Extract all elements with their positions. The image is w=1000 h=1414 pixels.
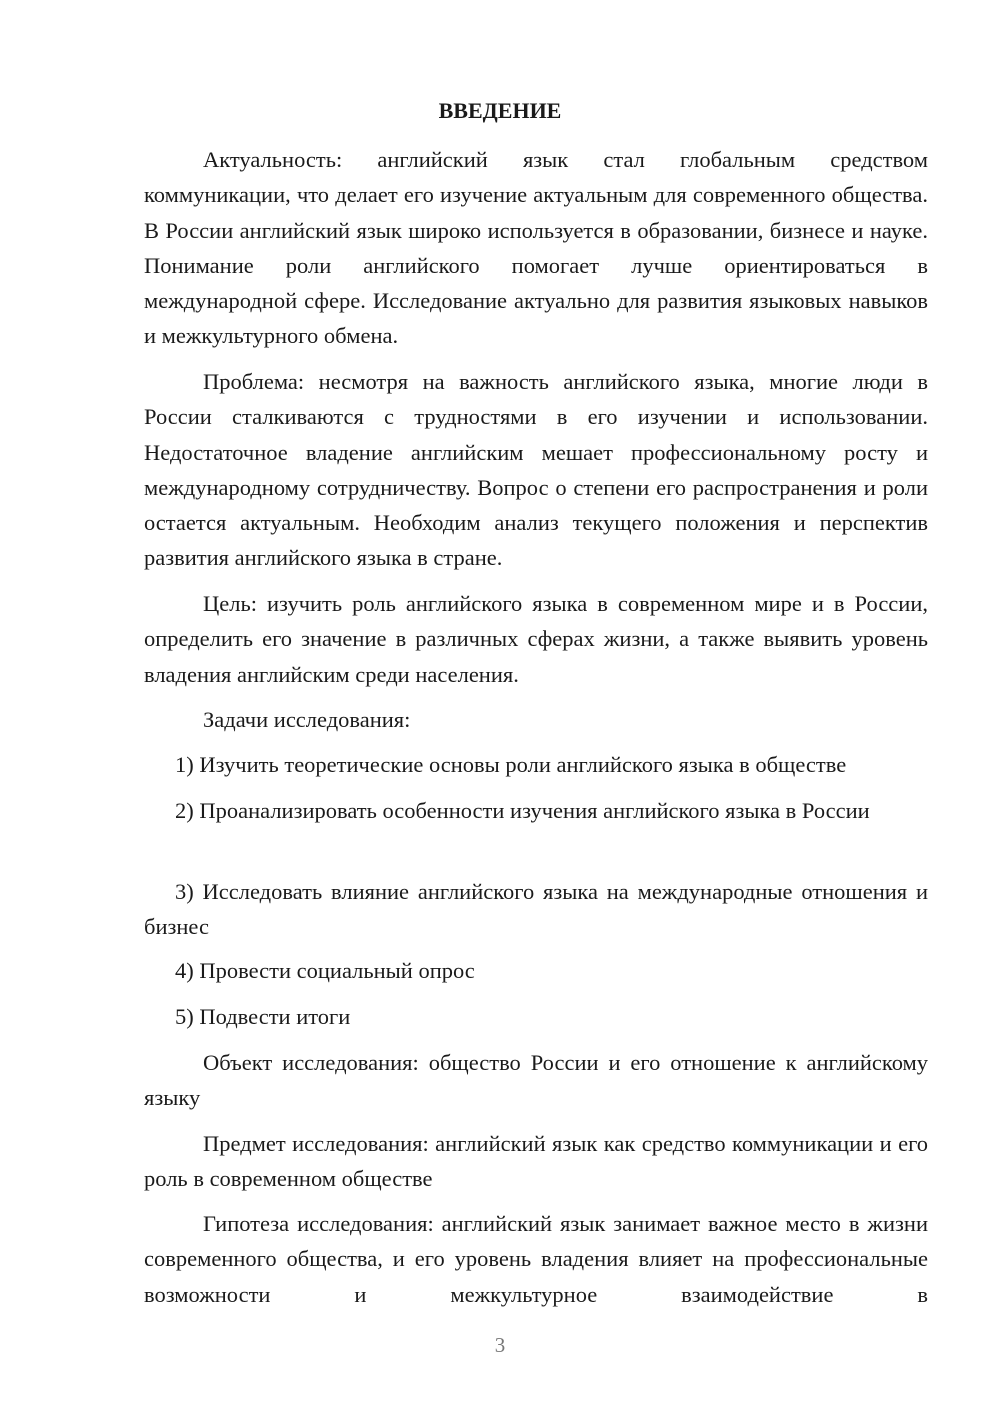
task-item-2-block — [144, 793, 928, 828]
section-object — [144, 1045, 928, 1116]
task-item-2: 2) Проанализировать особенности изучения английского языка в России — [175, 798, 870, 823]
section-hypothesis — [144, 1206, 928, 1312]
task-item-1: 1) Изучить теоретические основы роли английского языка в обществе — [175, 752, 847, 777]
paragraph-subject: Предмет исследования: английский язык как средство коммуникации и его роль в современном обществе — [144, 1131, 928, 1192]
paragraph-goal: Цель: изучить роль английского языка в современном мире и в России, определить его значение в различных сферах жизни, а также выявить уровень владения английским среди населения. — [144, 591, 928, 687]
section-relevance — [144, 142, 928, 354]
task-item-3-block — [144, 874, 928, 945]
task-item-5: 5) Подвести итоги — [175, 1004, 351, 1029]
paragraph-problem: Проблема: несмотря на важность английского языка, многие люди в России сталкиваются с трудностями в его изучении и использовании. Недостаточное владение английским мешает профессиональному росту и международному сотрудничеству. Вопрос о степени его распространения и роли остается актуальным. Необходим анализ текущего положения и перспектив развития английского языка в стране. — [144, 369, 928, 571]
task-item-4: 4) Провести социальный опрос — [175, 958, 475, 983]
page-number: 3 — [494, 1333, 506, 1357]
tasks-heading: Задачи исследования: — [203, 707, 411, 732]
section-subject — [144, 1126, 928, 1197]
paragraph-object: Объект исследования: общество России и его отношение к английскому языку — [144, 1050, 928, 1111]
section-problem — [144, 364, 928, 576]
paragraph-hypothesis: Гипотеза исследования: английский язык занимает важное место в жизни современного общества, и его уровень владения влияет на профессиональные возможности и межкультурное взаимодействие в — [144, 1211, 928, 1307]
section-goal — [144, 586, 928, 692]
page-title: ВВЕДЕНИЕ — [438, 98, 562, 123]
task-item-3: 3) Исследовать влияние английского языка на международные отношения и бизнес — [144, 879, 928, 940]
paragraph-relevance: Актуальность: английский язык стал глобальным средством коммуникации, что делает его изучение актуальным для современного общества. В России английский язык широко используется в образовании, бизнесе и науке. Понимание роли английского помогает лучше ориентироваться в международной сфере. Исследование актуально для развития языковых навыков и межкультурного обмена. — [144, 147, 928, 349]
